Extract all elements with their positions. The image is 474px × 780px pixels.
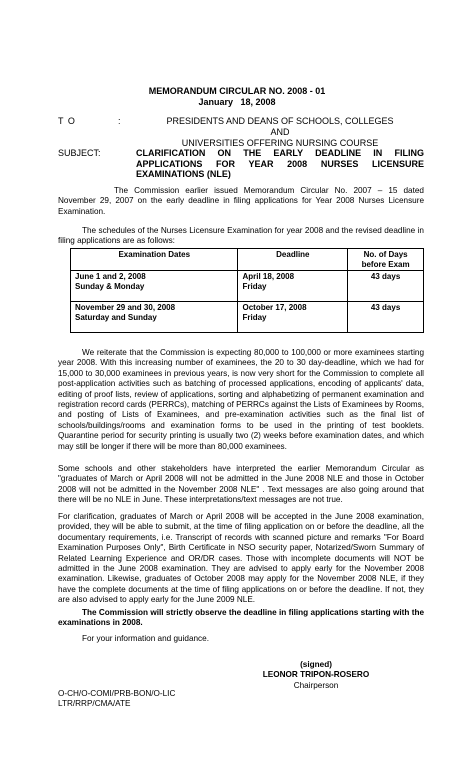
table-header-row <box>71 249 424 271</box>
paragraph-1: The Commission earlier issued Memorandum Circular No. 2007 – 15 dated November 29, 2007 on the early deadline in filing applications for Year 2008 Nurses Licensure Examination. <box>58 186 424 216</box>
exam-dates: June 1 and 2, 2008 <box>75 272 146 282</box>
table-row <box>71 302 424 333</box>
to-line-2: UNIVERSITIES OFFERING NURSING COURSE <box>181 138 379 148</box>
deadline-date: April 18, 2008 <box>242 272 295 282</box>
subject-label: SUBJECT: <box>58 148 101 158</box>
exam-days: Saturday and Sunday <box>75 312 157 322</box>
reference-line-2: LTR/RRP/CMA/ATE <box>58 699 131 709</box>
to-recipients <box>160 116 400 149</box>
days-before-cell: 43 days <box>348 302 424 333</box>
paragraph-6: The Commission will strictly observe the deadline in filing applications starting with the examinations in 2008. <box>58 608 424 628</box>
paragraph-3: We reiterate that the Commission is expecting 80,000 to 100,000 or more examinees starting year 2008. With this increasing number of examinees, the 20 to 30 day-deadline, which we had for 15,000 to 30,000 examinees in previous years, is now very short for the Commission to complete all post-application activities such as batching of processed applications, encoding of applicants' data, editing of proof lists, review of applications, sorting and alphabetizing of permanent examination and registration record cards (PERRCs), matching of PERRCs against the Lists of Examinees by Rooms, and posting of Lists of Examinees, and pre-examination activities such as the final list of schools/buildings/rooms and examination forms to be used in the printing of test booklets. Quarantine period for security printing is usually two (2) weeks before examination dates, and which may still be longer if there will be more than 80,000 examinees. <box>58 348 424 451</box>
signed-note: (signed) <box>300 660 332 669</box>
paragraph-4: Some schools and other stakeholders have interpreted the earlier Memorandum Circular as "graduates of March or April 2008 will not be admitted in the June 2008 NLE and those in October 2008 will not be admitted in the November 2008 NLE" . Text messages are also going around that there will be no NLE in June. These interpretations/text messages are not true. <box>58 464 424 505</box>
reference-codes <box>58 689 175 710</box>
schedule-table <box>70 248 424 333</box>
header-days-before: No. of Days before Exam <box>348 249 424 271</box>
memo-header <box>0 86 474 108</box>
exam-dates-cell <box>71 271 238 302</box>
deadline-cell <box>238 271 348 302</box>
deadline-date: October 17, 2008 <box>242 303 307 313</box>
table-row <box>71 271 424 302</box>
paragraph-2: The schedules of the Nurses Licensure Examination for year 2008 and the revised deadline in filing applications are as follows: <box>58 226 424 246</box>
signature-block <box>230 660 402 691</box>
paragraph-5: For clarification, graduates of March or April 2008 will be accepted in the June 2008 examination, provided, they will be able to submit, at the time of filing application on or before the deadline, all the documentary requirements, i.e. Transcript of records with scanned picture and remarks "For Board Examination Purposes Only", Birth Certificate in NSO security paper, Notarized/Sworn Summary of Related Learning Experience and OR/DR cases. Those with incomplete documents will NOT be admitted in the June 2008 examination. They are advised to apply early for the November 2008 examination. Likewise, graduates of October 2008 may apply for the November 2008 NLE, if they have the complete documents at the time of filing applications on or before the deadline. If not, they are also advised to apply early for the June 2009 NLE. <box>58 512 424 605</box>
reference-line-1: O-CH/O-COMI/PRB-BON/O-LIC <box>58 689 176 698</box>
to-label: T O <box>58 116 76 126</box>
memo-date: January 18, 2008 <box>198 97 276 107</box>
exam-dates-cell <box>71 302 238 333</box>
exam-days: Sunday & Monday <box>75 281 145 291</box>
signatory-name: LEONOR TRIPON-ROSERO <box>262 670 370 680</box>
days-before-cell: 43 days <box>348 271 424 302</box>
memo-title: MEMORANDUM CIRCULAR NO. 2008 - 01 <box>148 86 326 96</box>
to-colon: : <box>118 116 121 126</box>
to-line-1: PRESIDENTS AND DEANS OF SCHOOLS, COLLEGES AND <box>166 116 394 137</box>
deadline-day: Friday <box>242 312 267 322</box>
header-exam-dates: Examination Dates <box>71 249 238 271</box>
header-deadline: Deadline <box>238 249 348 271</box>
deadline-day: Friday <box>242 281 267 291</box>
exam-dates: November 29 and 30, 2008 <box>75 303 176 313</box>
subject-text: CLARIFICATION ON THE EARLY DEADLINE IN FILING APPLICATIONS FOR YEAR 2008 NURSES LICENSURE EXAMINATIONS (NLE) <box>136 148 424 179</box>
paragraph-7: For your information and guidance. <box>82 634 209 643</box>
deadline-cell <box>238 302 348 333</box>
signatory-title: Chairperson <box>293 680 339 690</box>
